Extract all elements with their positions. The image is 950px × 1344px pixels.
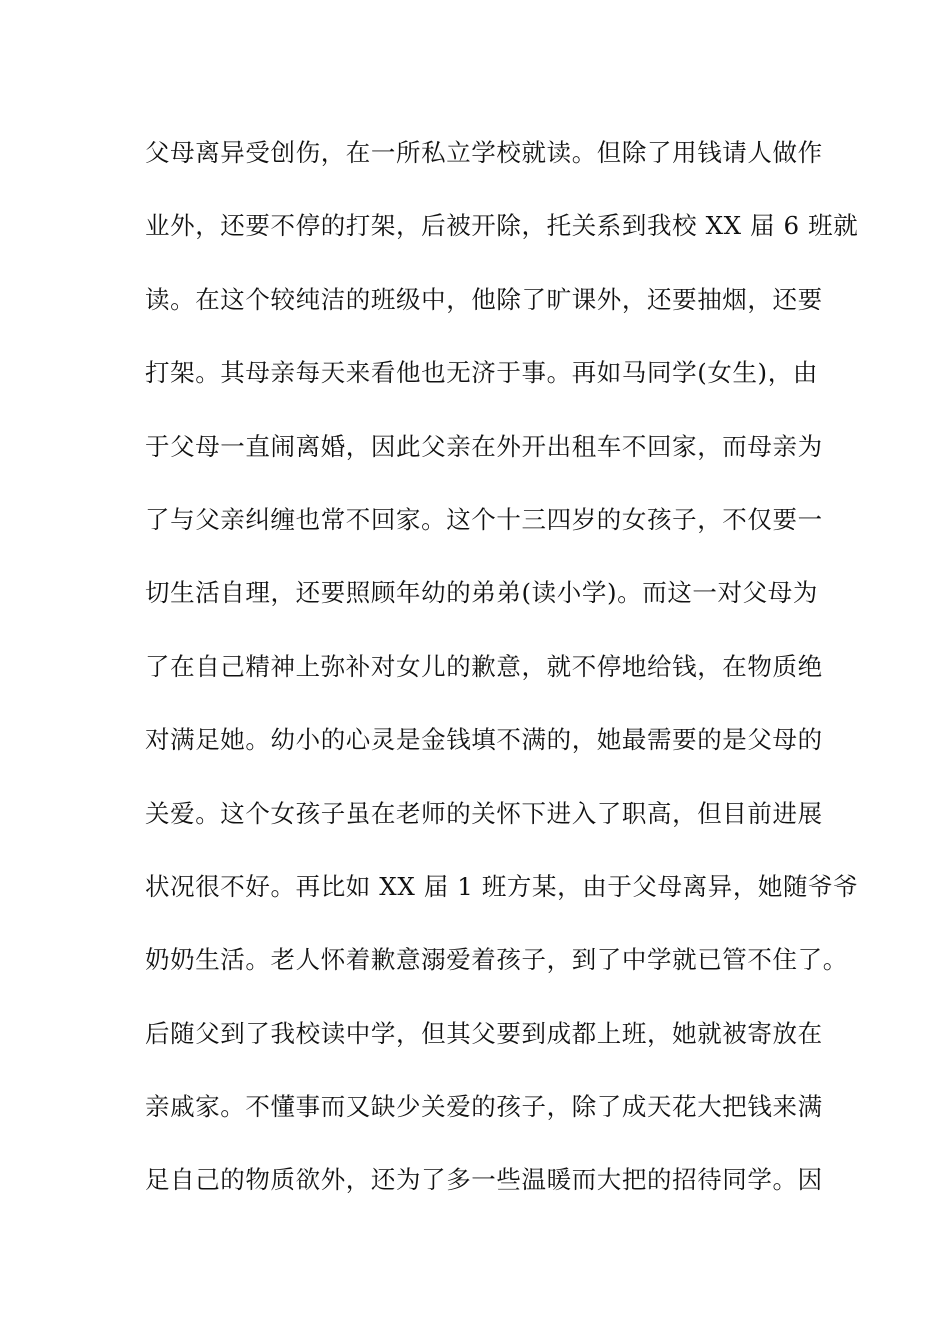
text-line-4: 打架。其母亲每天来看他也无济于事。再如马同学(女生)，由 <box>145 358 818 388</box>
text-line-1: 父母离异受创伤，在一所私立学校就读。但除了用钱请人做作 <box>145 138 823 167</box>
text-line-8: 了在自己精神上弥补对女儿的歉意，就不停地给钱，在物质绝 <box>145 651 823 681</box>
text-line-11: 状况很不好。再比如 XX 届 1 班方某，由于父母离异，她随爷爷 <box>145 871 859 901</box>
text-line-7: 切生活自理，还要照顾年幼的弟弟(读小学)。而这一对父母为 <box>145 578 818 608</box>
text-line-3: 读。在这个较纯洁的班级中，他除了旷课外，还要抽烟，还要 <box>145 284 823 314</box>
text-line-2: 业外，还要不停的打架，后被开除，托关系到我校 XX 届 6 班就 <box>145 211 859 241</box>
text-line-12: 奶奶生活。老人怀着歉意溺爱着孩子，到了中学就已管不住了。 <box>145 945 848 975</box>
body-paragraph <box>145 130 859 1231</box>
text-line-9: 对满足她。幼小的心灵是金钱填不满的，她最需要的是父母的 <box>145 725 823 755</box>
text-line-10: 关爱。这个女孩子虽在老师的关怀下进入了职高，但目前进展 <box>145 798 823 828</box>
text-line-14: 亲戚家。不懂事而又缺少关爱的孩子，除了成天花大把钱来满 <box>145 1092 823 1122</box>
text-line-13: 后随父到了我校读中学，但其父要到成都上班，她就被寄放在 <box>145 1018 823 1048</box>
text-line-15: 足自己的物质欲外，还为了多一些温暖而大把的招待同学。因 <box>145 1165 823 1195</box>
text-line-6: 了与父亲纠缠也常不回家。这个十三四岁的女孩子，不仅要一 <box>145 504 823 534</box>
text-line-5: 于父母一直闹离婚，因此父亲在外开出租车不回家，而母亲为 <box>145 431 823 461</box>
